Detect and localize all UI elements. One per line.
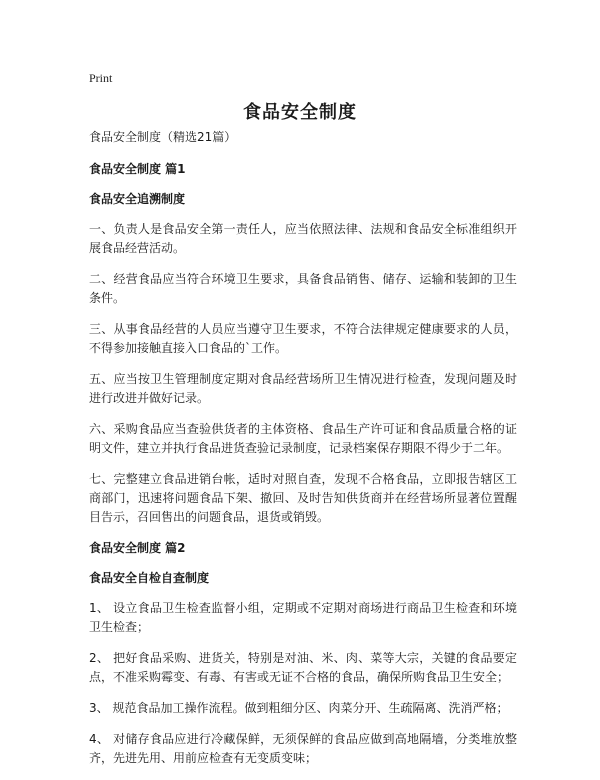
document-subtitle: 食品安全制度（精选21篇） [89, 130, 237, 144]
paragraph: 三、从事食品经营的人员应当遵守卫生要求，不符合法律规定健康要求的人员，不得参加接触直接入口食品的`工作。 [89, 322, 517, 355]
section-heading: 食品安全制度 篇2 [89, 541, 186, 555]
document-body [89, 128, 517, 780]
paragraph: 二、经营食品应当符合环境卫生要求，具备食品销售、储存、运输和装卸的卫生条件。 [89, 272, 517, 305]
print-link[interactable]: Print [89, 71, 113, 85]
section-1 [89, 160, 517, 527]
paragraph: 六、采购食品应当查验供货者的主体资格、食品生产许可证和食品质量合格的证明文件，建立并执行食品进货查验记录制度，记录档案保存期限不得少于二年。 [89, 422, 517, 455]
paragraph: 4、 对储存食品应进行冷藏保鲜，无须保鲜的食品应做到高地隔墙，分类堆放整齐，先进先用、用前应检查有无变质变味； [89, 732, 517, 765]
section-2 [89, 539, 517, 768]
paragraph: 3、 规范食品加工操作流程。做到粗细分区、肉菜分开、生疏隔离、洗消严格； [89, 701, 509, 715]
document-title: 食品安全制度 [243, 102, 357, 123]
paragraph: 一、负责人是食品安全第一责任人，应当依照法律、法规和食品安全标准组织开展食品经营活动。 [89, 222, 517, 255]
paragraph: 五、应当按卫生管理制度定期对食品经营场所卫生情况进行检查，发现问题及时进行改进并做好记录。 [89, 372, 517, 405]
section-subheading: 食品安全追溯制度 [89, 192, 186, 206]
paragraph: 1、 设立食品卫生检查监督小组，定期或不定期对商场进行商品卫生检查和环境卫生检查； [89, 601, 517, 634]
paragraph: 七、完整建立食品进销台帐，适时对照自查，发现不合格食品，立即报告辖区工商部门，迅速将问题食品下架、撤回、及时告知供货商并在经营场所显著位置醒目告示，召回售出的问题食品，退货或销毁。 [89, 472, 517, 524]
section-subheading: 食品安全自检自查制度 [89, 571, 210, 585]
section-heading: 食品安全制度 篇1 [89, 162, 186, 176]
paragraph: 2、 把好食品采购、进货关，特别是对油、米、肉、菜等大宗，关键的食品要定点，不准采购霉变、有毒、有害或无证不合格的食品，确保所购食品卫生安全； [89, 651, 517, 684]
